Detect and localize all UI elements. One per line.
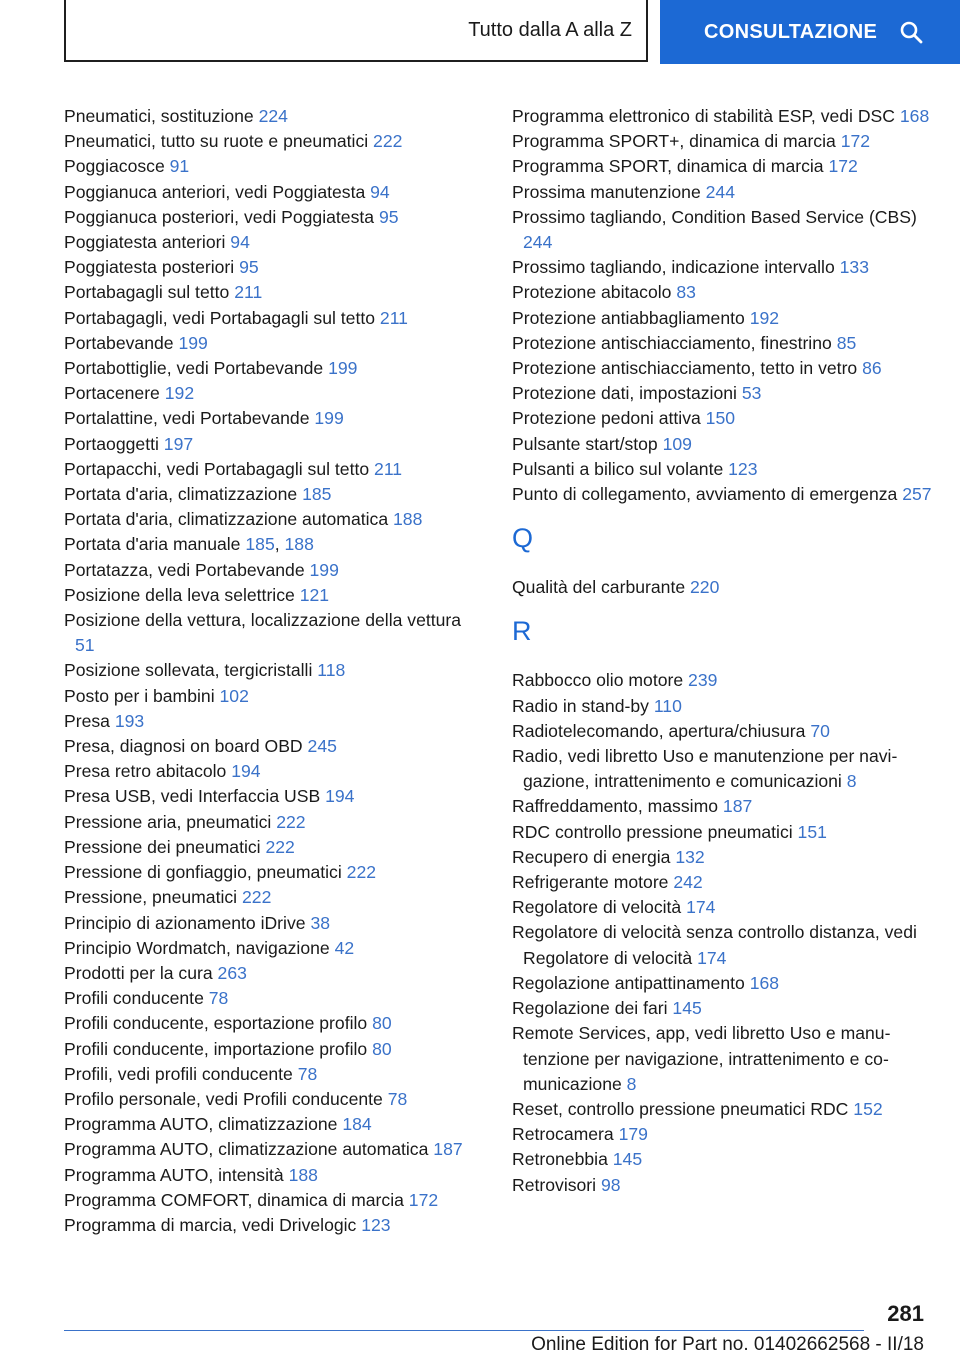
page-reference-link[interactable]: 152 (853, 1098, 883, 1119)
page-reference-link[interactable]: 199 (178, 332, 208, 353)
page-reference-link[interactable]: 132 (675, 846, 705, 867)
page-reference-link[interactable]: 197 (163, 433, 194, 454)
index-entry-text: Portabagagli sul tetto (64, 282, 230, 303)
page-reference-link[interactable]: 168 (749, 972, 780, 993)
index-entry-text: Profili conducente, importazione profilo (64, 1038, 368, 1059)
index-entry-text: Programma elettronico di stabilità ESP, vedi DSC (512, 106, 895, 126)
chapter-tab[interactable] (660, 0, 960, 64)
index-entry (512, 1097, 932, 1122)
page-reference-link[interactable]: 242 (673, 872, 703, 893)
page-reference-link[interactable]: 110 (653, 695, 682, 716)
index-entry-text: Profili, vedi profili conducente (64, 1063, 293, 1084)
page-reference-link[interactable]: 133 (839, 257, 869, 278)
index-entry (64, 507, 484, 532)
index-entry (64, 860, 484, 885)
page-reference-link[interactable]: 239 (688, 670, 718, 691)
index-entry-text: Prossima manutenzione (512, 181, 701, 202)
index-entry (64, 658, 484, 683)
page-reference-link[interactable]: 224 (258, 106, 288, 126)
index-entry-text: Programma AUTO, climatizzazione (64, 1114, 338, 1135)
index-entry-text: Protezione antiabbagliamento (512, 307, 745, 328)
page-reference-link[interactable]: 187 (722, 796, 753, 817)
page-reference-link[interactable]: 151 (797, 821, 827, 842)
index-entry (64, 482, 484, 507)
index-entry-text: Programma AUTO, climatizzazione automatica (64, 1139, 429, 1160)
index-column-left (64, 104, 484, 1238)
index-entry-text: Portata d'aria manuale (64, 534, 241, 555)
index-entry (512, 180, 932, 205)
index-entry (64, 280, 484, 305)
page-reference-link[interactable]: 211 (234, 282, 263, 303)
page-reference-link[interactable]: 80 (372, 1013, 392, 1034)
page-reference-link[interactable]: 188 (288, 1164, 318, 1185)
index-entry-text: Regolazione antipattinamento (512, 972, 745, 993)
page-reference-link[interactable]: 8 (626, 1073, 637, 1094)
index-entry (512, 1021, 932, 1097)
index-entry-text: Principio Wordmatch, navigazione (64, 937, 330, 958)
page-reference-link[interactable]: 109 (662, 433, 692, 454)
index-entry-text: Programma AUTO, intensità (64, 1164, 284, 1185)
index-list-r (512, 668, 932, 1197)
index-entry-text: Programma COMFORT, dinamica di marcia (64, 1189, 404, 1210)
index-entry (64, 1087, 484, 1112)
page-reference-link[interactable]: 199 (309, 559, 339, 580)
index-entry (64, 1062, 484, 1087)
index-letter-r: R (512, 616, 532, 647)
section-title-tab (64, 0, 648, 62)
index-entry-text: Posizione della vettura, localizzazione della vettura (64, 610, 462, 631)
index-entry-text: Protezione abitacolo (512, 282, 672, 303)
index-entry (512, 406, 932, 431)
chapter-title: CONSULTAZIONE (704, 20, 878, 43)
index-entry-text: Portaoggetti (64, 433, 159, 454)
index-entry (512, 154, 932, 179)
page-reference-link[interactable]: 263 (217, 962, 247, 983)
page-reference-link[interactable]: 211 (379, 307, 408, 328)
index-entry (512, 331, 932, 356)
page-reference-link[interactable]: 102 (219, 685, 249, 706)
index-entry (512, 457, 932, 482)
index-entry (64, 230, 484, 255)
index-entry (64, 255, 484, 280)
index-entry-text: Posizione sollevata, tergicristalli (64, 660, 313, 681)
index-letter-q: Q (512, 523, 534, 554)
index-entry-text: Portapacchi, vedi Portabagagli sul tetto (64, 458, 370, 479)
index-entry (512, 129, 932, 154)
index-entry-text: Reset, controllo pressione pneumatici RDC (512, 1098, 849, 1119)
index-entry (64, 835, 484, 860)
index-entry-text: Prossimo tagliando, Condition Based Service (CBS) (512, 206, 917, 227)
index-entry-text: Portatazza, vedi Portabevande (64, 559, 305, 580)
index-entry-text: Pressione di gonfiaggio, pneumatici (64, 862, 342, 883)
index-entry-text: Presa retro abitacolo (64, 761, 227, 782)
page-reference-link[interactable]: 145 (612, 1149, 643, 1170)
index-entry-text: Programma di marcia, vedi Drivelogic (64, 1214, 357, 1235)
page-reference-link[interactable]: 199 (328, 358, 358, 379)
index-entry (64, 684, 484, 709)
page-reference-link[interactable]: 150 (705, 408, 736, 429)
index-entry (512, 1122, 932, 1147)
index-entry (64, 936, 484, 961)
page-reference-link[interactable]: 199 (314, 408, 344, 429)
index-entry-text: Protezione antischiacciamento, tetto in vetro (512, 358, 858, 379)
index-entry-text: Portabottiglie, vedi Portabevande (64, 358, 324, 379)
index-entry-text: Retrocamera (512, 1124, 614, 1145)
index-entry (512, 1173, 932, 1198)
index-entry (512, 205, 932, 255)
index-entry (512, 895, 932, 920)
index-entry (64, 1188, 484, 1213)
index-entry-text: Poggianuca anteriori, vedi Poggiatesta (64, 181, 366, 202)
index-entry (512, 820, 932, 845)
page-reference-link[interactable]: 257 (902, 484, 932, 505)
index-entry (64, 1011, 484, 1036)
page-reference-link[interactable]: 244 (705, 181, 735, 202)
index-entry (512, 280, 932, 305)
index-entry-text: Regolatore di velocità senza controllo distanza, vedi Regolatore di velocità (512, 922, 917, 968)
index-entry-text: Rabbocco olio motore (512, 670, 684, 691)
page-reference-link[interactable]: 70 (810, 720, 830, 741)
index-entry-text: Portalattine, vedi Portabevande (64, 408, 310, 429)
page-reference-link[interactable]: 123 (728, 458, 758, 479)
index-entry (64, 961, 484, 986)
section-title: Tutto dalla A alla Z (468, 18, 632, 41)
index-entry-text: Presa (64, 710, 110, 731)
index-list-p-right (512, 104, 932, 507)
index-entry-text: Posto per i bambini (64, 685, 215, 706)
page-reference-link[interactable]: 83 (676, 282, 696, 303)
index-entry (64, 381, 484, 406)
index-entry (512, 845, 932, 870)
index-entry-text: Protezione dati, impostazioni (512, 383, 737, 404)
page-reference-link[interactable]: 172 (828, 156, 858, 177)
page-reference-link[interactable]: 244 (523, 232, 553, 253)
index-entry-text: Remote Services, app, vedi libretto Uso e manutenzione per navigazione, intrattenimento e comunicazione (512, 1023, 891, 1094)
index-entry-text: Pressione, pneumatici (64, 887, 238, 908)
page-reference-link[interactable]: 185 (302, 484, 332, 505)
index-entry-text: RDC controllo pressione pneumatici (512, 821, 793, 842)
page-reference-link[interactable]: 211 (374, 458, 403, 479)
index-entry (64, 911, 484, 936)
index-entry-text: Presa, diagnosi on board OBD (64, 736, 303, 757)
index-entry (512, 719, 932, 744)
page-reference-link[interactable]: 42 (334, 937, 355, 958)
index-list-p-left (64, 104, 484, 1238)
index-entry (64, 129, 484, 154)
index-entry-text: Prossimo tagliando, indicazione intervallo (512, 257, 835, 278)
page-reference-link[interactable]: 222 (265, 836, 295, 857)
page-reference-link[interactable]: 78 (297, 1063, 318, 1084)
index-entry (64, 356, 484, 381)
index-entry (64, 734, 484, 759)
index-entry-text: Poggiatesta posteriori (64, 257, 235, 278)
index-entry (64, 331, 484, 356)
index-entry-text: Retrovisori (512, 1174, 597, 1195)
index-entry-text: Protezione antischiacciamento, finestrino (512, 332, 832, 353)
index-entry (64, 457, 484, 482)
page-reference-link[interactable]: 193 (114, 710, 145, 731)
index-entry (512, 356, 932, 381)
index-list-q (512, 575, 932, 600)
index-entry (512, 794, 932, 819)
page-reference-link[interactable]: 123 (361, 1214, 391, 1235)
index-entry-text: Pneumatici, sostituzione (64, 106, 254, 126)
index-entry-text: Regolazione dei fari (512, 998, 668, 1019)
index-entry (512, 920, 932, 970)
index-entry-text: Portacenere (64, 383, 160, 404)
index-entry (64, 885, 484, 910)
page-reference-link[interactable]: 188 (393, 509, 423, 530)
index-entry (64, 1137, 484, 1162)
index-entry (64, 1037, 484, 1062)
index-entry-text: Punto di collegamento, avviamento di emergenza (512, 484, 898, 505)
index-entry-text: Protezione pedoni attiva (512, 408, 701, 429)
index-entry-text: Programma SPORT+, dinamica di marcia (512, 131, 836, 152)
page-number: 281 (887, 1301, 924, 1326)
index-entry (64, 608, 484, 658)
index-entry-text: Raffreddamento, massimo (512, 796, 719, 817)
footer-edition: Online Edition for Part no. 01402662568 - II/18 (531, 1334, 924, 1355)
index-entry-text: Portata d'aria, climatizzazione automatica (64, 509, 389, 530)
index-entry (64, 784, 484, 809)
page-reference-link[interactable]: 187 (433, 1139, 463, 1160)
index-entry (64, 1213, 484, 1238)
index-entry (64, 558, 484, 583)
index-entry (512, 744, 932, 794)
index-entry (64, 154, 484, 179)
page-header (0, 0, 960, 66)
index-entry-text: Prodotti per la cura (64, 962, 213, 983)
page-reference-link[interactable]: 121 (299, 584, 330, 605)
index-entry-text: Pulsante start/stop (512, 433, 658, 454)
page-reference-link[interactable]: 220 (690, 577, 720, 598)
page-reference-link[interactable]: 174 (686, 897, 716, 918)
index-entry (64, 306, 484, 331)
page-reference-link[interactable]: 179 (618, 1124, 648, 1145)
index-entry-text: Posizione della leva selettrice (64, 584, 295, 605)
page-reference-link[interactable]: 8 (846, 771, 857, 792)
index-entry (64, 104, 484, 129)
index-entry: Portata d'aria manuale 185, 188 (64, 534, 314, 555)
index-entry-text: Refrigerante motore (512, 872, 669, 893)
page-reference-link[interactable]: 185 (245, 534, 275, 555)
index-entry-text: Profili conducente (64, 988, 204, 1009)
index-entry (64, 709, 484, 734)
index-entry (512, 996, 932, 1021)
footer-divider (64, 1330, 864, 1331)
page-reference-link[interactable]: 38 (310, 912, 331, 933)
page-reference-link[interactable]: 78 (387, 1088, 408, 1109)
index-entry (512, 971, 932, 996)
page-reference-link[interactable]: 184 (342, 1114, 372, 1135)
page-reference-link[interactable]: 95 (378, 206, 399, 227)
index-entry-text: Radio in stand-by (512, 695, 649, 716)
page-reference-link[interactable]: 94 (370, 181, 390, 202)
index-entry (512, 432, 932, 457)
index-entry (64, 180, 484, 205)
page-reference-link[interactable]: 53 (741, 383, 762, 404)
index-entry-text: Profili conducente, esportazione profilo (64, 1013, 368, 1034)
page-reference-link[interactable]: 94 (230, 232, 250, 253)
index-entry (512, 575, 932, 600)
page-reference-link[interactable]: 222 (346, 862, 377, 883)
page-reference-link[interactable]: 222 (242, 887, 272, 908)
index-entry-text: Poggiacosce (64, 156, 165, 177)
index-entry-text: Profilo personale, vedi Profili conducente (64, 1088, 383, 1109)
page-reference-link[interactable]: 86 (862, 358, 882, 379)
page-reference-link[interactable]: 174 (697, 947, 727, 968)
page-reference-link[interactable]: 95 (239, 257, 259, 278)
page-reference-link[interactable]: 192 (164, 383, 195, 404)
index-entry (64, 205, 484, 230)
page-reference-link[interactable]: 194 (231, 761, 261, 782)
index-entry-text: Pressione dei pneumatici (64, 836, 261, 857)
page-reference-link[interactable]: 222 (276, 811, 306, 832)
index-entry-text: Recupero di energia (512, 846, 671, 867)
page-reference-link[interactable]: 80 (372, 1038, 392, 1059)
index-entry (512, 482, 932, 507)
page-reference-link[interactable]: 192 (749, 307, 780, 328)
index-entry (512, 306, 932, 331)
index-entry-text: Presa USB, vedi Interfaccia USB (64, 786, 321, 807)
index-entry (512, 668, 932, 693)
page-reference-link[interactable]: 118 (317, 660, 346, 681)
index-entry-text: Poggiatesta anteriori (64, 232, 226, 253)
index-entry-text: Portabevande (64, 332, 174, 353)
page-reference-link[interactable]: 168 (899, 106, 930, 126)
index-entry (512, 381, 932, 406)
page-reference-link[interactable]: 91 (169, 156, 190, 177)
index-entry (512, 104, 932, 129)
index-entry (64, 583, 484, 608)
index-entry-text: Pulsanti a bilico sul volante (512, 458, 724, 479)
index-entry-text: Pneumatici, tutto su ruote e pneumatici (64, 131, 369, 152)
page-reference-link[interactable]: 98 (600, 1174, 621, 1195)
page-reference-link[interactable]: 172 (840, 131, 871, 152)
page-reference-link[interactable]: 188 (284, 534, 314, 555)
index-entry (64, 1112, 484, 1137)
index-entry-text: Programma SPORT, dinamica di marcia (512, 156, 824, 177)
index-entry (64, 432, 484, 457)
index-entry (64, 810, 484, 835)
page-reference-link[interactable]: 78 (208, 988, 229, 1009)
page-reference-link[interactable]: 172 (408, 1189, 439, 1210)
index-entry-text: Principio di azionamento iDrive (64, 912, 306, 933)
index-entry-text: Qualità del carburante (512, 577, 686, 598)
index-entry-text: Portabagagli, vedi Portabagagli sul tetto (64, 307, 376, 328)
index-entry (64, 986, 484, 1011)
index-entry-text: Regolatore di velocità (512, 897, 682, 918)
page-reference-link[interactable]: 245 (307, 736, 337, 757)
page-reference-link[interactable]: 85 (836, 332, 857, 353)
index-entry-text: Radio, vedi libretto Uso e manutenzione per navigazione, intrattenimento e comunicazioni (512, 746, 898, 792)
index-entry-text: Pressione aria, pneumatici (64, 811, 272, 832)
index-entry-text: Poggianuca posteriori, vedi Poggiatesta (64, 206, 375, 227)
page-reference-link[interactable]: 194 (325, 786, 355, 807)
index-entry (512, 870, 932, 895)
index-entry-text: Retronebbia (512, 1149, 608, 1170)
index-entry (512, 255, 932, 280)
search-icon (899, 20, 923, 44)
index-entry (64, 1163, 484, 1188)
page-reference-link[interactable]: 145 (672, 998, 702, 1019)
page-reference-link[interactable]: 222 (373, 131, 403, 152)
index-entry (512, 694, 932, 719)
index-entry (64, 759, 484, 784)
index-entry-text: Portata d'aria, climatizzazione (64, 484, 298, 505)
index-column-right (512, 104, 932, 1198)
index-entry-text: Radiotelecomando, apertura/chiusura (512, 720, 806, 741)
page-reference-link[interactable]: 51 (75, 635, 95, 656)
index-entry (64, 406, 484, 431)
index-entry (512, 1147, 932, 1172)
